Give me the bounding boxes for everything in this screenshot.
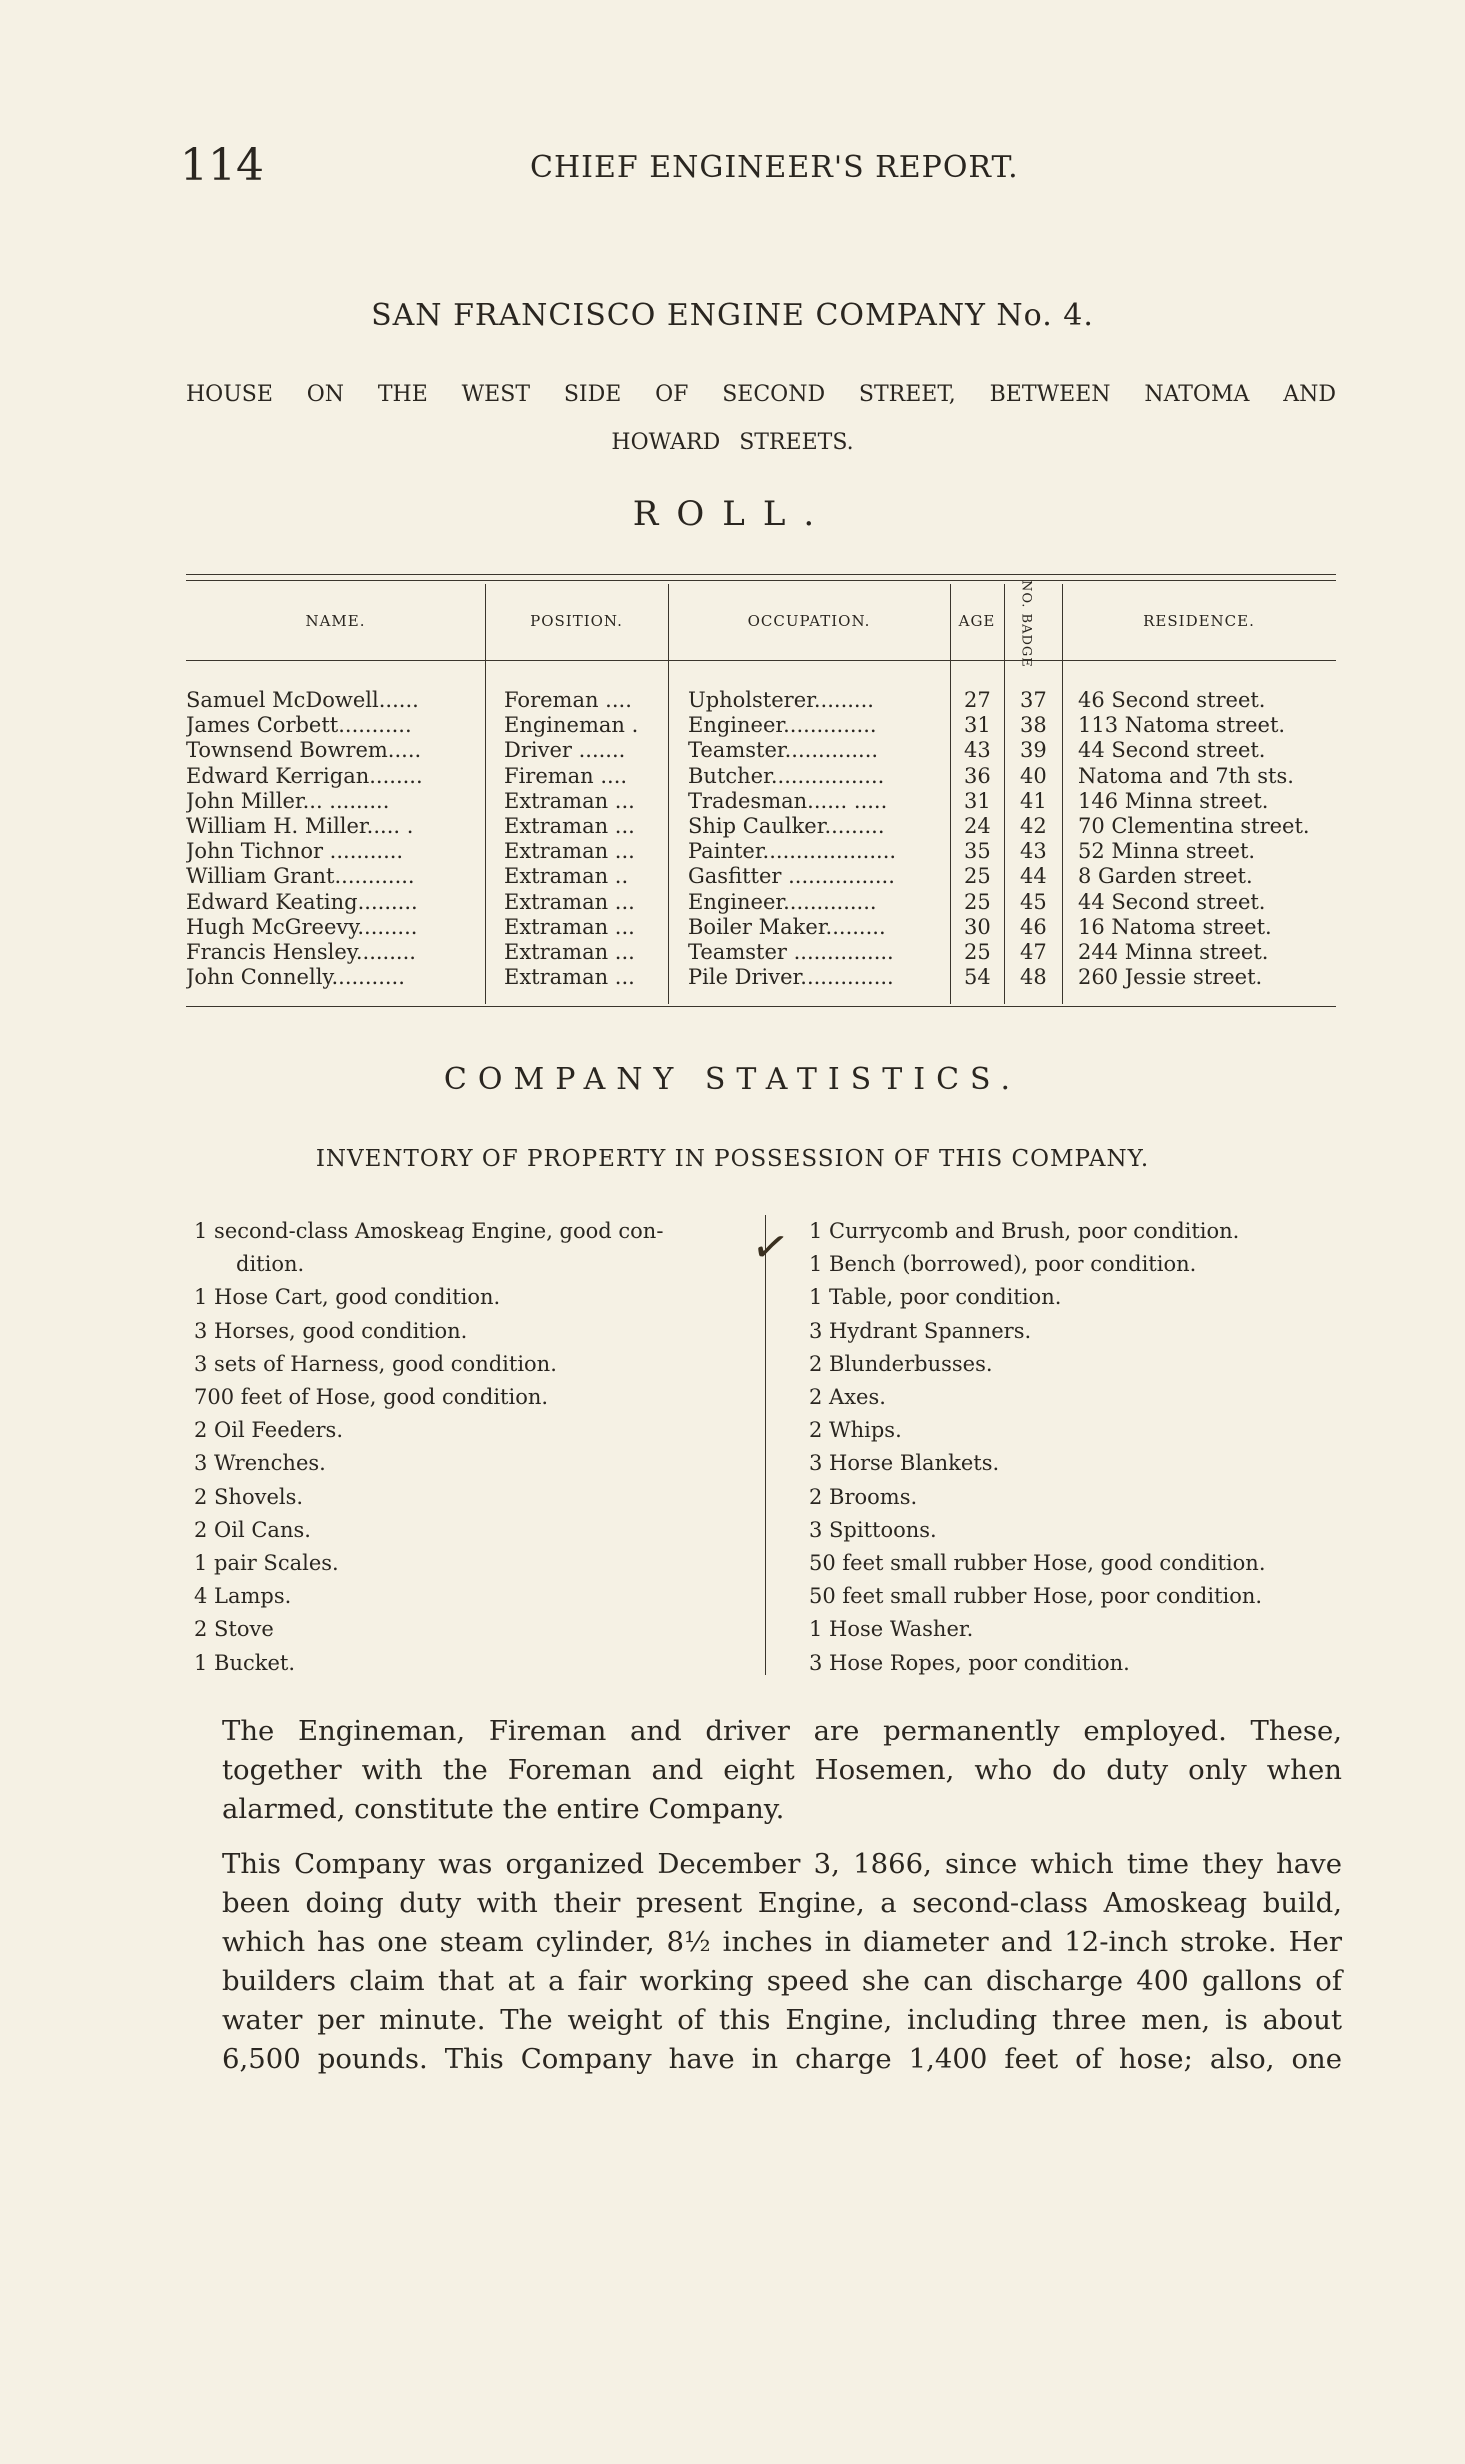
cell-occupation: Engineer..............	[688, 713, 877, 738]
cell-age: 35	[964, 839, 991, 864]
page-header	[180, 140, 1285, 190]
column-header-badge: NO. BADGE	[1018, 580, 1034, 668]
list-item: 1 pair Scales.	[194, 1551, 339, 1576]
inventory-right-column	[809, 1215, 1369, 1680]
list-item: 1 Currycomb and Brush, poor condition.	[809, 1219, 1240, 1243]
table-top-rule	[186, 574, 1336, 575]
inventory-divider	[765, 1215, 766, 1675]
cell-badge: 43	[1020, 839, 1047, 864]
list-item: 1 Hose Washer.	[809, 1617, 974, 1642]
cell-name: James Corbett...........	[186, 713, 412, 738]
paragraph-line: This Company was organized December 3, 1866, since which time they have	[222, 1848, 1342, 1880]
table-row	[186, 789, 1336, 814]
list-item: dition.	[236, 1252, 305, 1277]
list-item: 50 feet small rubber Hose, poor condition.	[809, 1584, 1263, 1609]
list-item: 2 Axes.	[809, 1385, 886, 1410]
cell-badge: 38	[1020, 713, 1047, 738]
cell-badge: 37	[1020, 688, 1047, 712]
roll-table	[186, 574, 1336, 1010]
cell-residence: 46 Second street.	[1078, 688, 1266, 712]
cell-residence: 260 Jessie street.	[1078, 965, 1263, 990]
list-item: 1 Hose Cart, good condition.	[194, 1285, 501, 1310]
cell-position: Extraman ...	[504, 839, 635, 864]
list-item: 700 feet of Hose, good condition.	[194, 1385, 549, 1410]
cell-residence: Natoma and 7th sts.	[1078, 763, 1294, 788]
statistics-heading: COMPANY STATISTICS.	[443, 1062, 1022, 1097]
table-row	[186, 890, 1336, 915]
paragraph-line: builders claim that at a fair working speed she can discharge 400 gallons of	[222, 1965, 1342, 1997]
paragraph-line: alarmed, constitute the entire Company.	[222, 1793, 785, 1825]
cell-occupation: Boiler Maker.........	[688, 914, 886, 939]
table-row	[186, 713, 1336, 738]
list-item: 1 Bench (borrowed), poor condition.	[809, 1252, 1197, 1277]
cell-residence: 8 Garden street.	[1078, 864, 1253, 889]
cell-badge: 46	[1020, 914, 1047, 939]
list-item: 2 Oil Feeders.	[194, 1418, 343, 1443]
paragraph-line: which has one steam cylinder, 8½ inches in diameter and 12-inch stroke. Her	[222, 1926, 1342, 1958]
cell-age: 25	[964, 864, 991, 889]
cell-position: Extraman ..	[504, 864, 629, 889]
pencil-check-mark: ✓	[747, 1219, 794, 1276]
list-item: 3 Spittoons.	[809, 1517, 937, 1542]
cell-residence: 44 Second street.	[1078, 738, 1266, 763]
cell-age: 25	[964, 939, 991, 964]
cell-age: 31	[964, 788, 991, 813]
cell-age: 24	[964, 813, 991, 838]
cell-age: 27	[964, 688, 991, 712]
list-item: 3 Horses, good condition.	[194, 1318, 468, 1343]
cell-age: 36	[964, 763, 991, 788]
inventory-left-column	[194, 1215, 734, 1680]
cell-badge: 41	[1020, 788, 1047, 813]
cell-occupation: Pile Driver..............	[688, 965, 894, 990]
cell-residence: 70 Clementina street.	[1078, 813, 1310, 838]
cell-name: Edward Kerrigan........	[186, 763, 423, 788]
cell-position: Engineman .	[504, 713, 639, 738]
cell-position: Driver .......	[504, 738, 626, 763]
list-item: 2 Whips.	[809, 1418, 902, 1443]
paragraph-line: been doing duty with their present Engine, a second-class Amoskeag build,	[222, 1887, 1342, 1919]
cell-name: Samuel McDowell......	[186, 688, 419, 712]
column-header-occupation: OCCUPATION.	[747, 612, 871, 630]
paragraph-line: water per minute. The weight of this Engine, including three men, is about	[222, 2004, 1342, 2036]
column-header-age: AGE	[958, 612, 996, 630]
cell-residence: 146 Minna street.	[1078, 788, 1269, 813]
cell-name: William H. Miller..... .	[186, 813, 414, 838]
list-item: 2 Shovels.	[194, 1484, 304, 1509]
cell-residence: 244 Minna street.	[1078, 939, 1269, 964]
cell-name: Hugh McGreevy.........	[186, 914, 418, 939]
cell-age: 31	[964, 713, 991, 738]
cell-name: John Connelly...........	[186, 965, 405, 990]
cell-badge: 39	[1020, 738, 1047, 763]
page-number: 114	[180, 140, 264, 191]
table-top-rule-2	[186, 580, 1336, 581]
cell-position: Extraman ...	[504, 788, 635, 813]
list-item: 4 Lamps.	[194, 1584, 292, 1609]
cell-residence: 113 Natoma street.	[1078, 713, 1286, 738]
table-row	[186, 839, 1336, 864]
cell-occupation: Painter....................	[688, 839, 897, 864]
cell-name: John Tichnor ...........	[186, 839, 404, 864]
cell-residence: 52 Minna street.	[1078, 839, 1256, 864]
cell-name: Edward Keating.........	[186, 889, 418, 914]
cell-occupation: Teamster..............	[688, 738, 879, 763]
company-title: SAN FRANCISCO ENGINE COMPANY No. 4.	[371, 298, 1094, 333]
cell-position: Extraman ...	[504, 939, 635, 964]
cell-occupation: Engineer..............	[688, 889, 877, 914]
list-item: 3 Hydrant Spanners.	[809, 1318, 1032, 1343]
cell-badge: 42	[1020, 813, 1047, 838]
inventory-heading: INVENTORY OF PROPERTY IN POSSESSION OF THIS COMPANY.	[315, 1146, 1150, 1172]
paragraph-line: 6,500 pounds. This Company have in charge 1,400 feet of hose; also, one	[222, 2043, 1342, 2075]
paragraph-line: together with the Foreman and eight Hosemen, who do duty only when	[222, 1754, 1342, 1786]
table-bottom-rule	[186, 1006, 1336, 1007]
list-item: 1 Table, poor condition.	[809, 1285, 1062, 1310]
list-item: 2 Brooms.	[809, 1484, 918, 1509]
list-item: 3 sets of Harness, good condition.	[194, 1351, 557, 1376]
cell-age: 54	[964, 965, 991, 990]
cell-occupation: Upholsterer.........	[688, 688, 874, 712]
cell-badge: 45	[1020, 889, 1047, 914]
column-header-residence: RESIDENCE.	[1143, 612, 1255, 630]
cell-age: 30	[964, 914, 991, 939]
table-row	[186, 940, 1336, 965]
list-item: 50 feet small rubber Hose, good condition.	[809, 1551, 1266, 1576]
paragraph-line: The Engineman, Fireman and driver are permanently employed. These,	[222, 1715, 1342, 1747]
house-location-line2: HOWARD STREETS.	[611, 430, 854, 455]
table-row	[186, 965, 1336, 990]
roll-rows	[186, 688, 1336, 990]
list-item: 2 Oil Cans.	[194, 1517, 311, 1542]
cell-occupation: Ship Caulker.........	[688, 813, 885, 838]
cell-position: Extraman ...	[504, 813, 635, 838]
column-header-position: POSITION.	[530, 612, 623, 630]
cell-occupation: Tradesman...... .....	[688, 788, 888, 813]
cell-residence: 16 Natoma street.	[1078, 914, 1272, 939]
cell-badge: 40	[1020, 763, 1047, 788]
list-item: 1 second-class Amoskeag Engine, good con-	[194, 1219, 664, 1243]
cell-residence: 44 Second street.	[1078, 889, 1266, 914]
list-item: 3 Horse Blankets.	[809, 1451, 1000, 1476]
cell-name: William Grant............	[186, 864, 415, 889]
cell-position: Foreman ....	[504, 688, 632, 712]
table-row	[186, 915, 1336, 940]
running-title: CHIEF ENGINEER'S REPORT.	[530, 150, 1019, 185]
cell-name: John Miller... .........	[186, 788, 390, 813]
table-header-rule	[186, 660, 1336, 661]
table-row	[186, 864, 1336, 889]
house-location-line1: HOUSE ON THE WEST SIDE OF SECOND STREET, BETWEEN NATOMA AND	[186, 382, 1336, 407]
list-item: 2 Blunderbusses.	[809, 1351, 993, 1376]
cell-position: Extraman ...	[504, 914, 635, 939]
cell-age: 43	[964, 738, 991, 763]
cell-occupation: Teamster ...............	[688, 939, 894, 964]
cell-age: 25	[964, 889, 991, 914]
cell-occupation: Butcher.................	[688, 763, 885, 788]
cell-position: Fireman ....	[504, 763, 628, 788]
cell-badge: 44	[1020, 864, 1047, 889]
cell-name: Townsend Bowrem.....	[186, 738, 422, 763]
table-row	[186, 738, 1336, 763]
list-item: 2 Stove	[194, 1617, 274, 1642]
cell-badge: 47	[1020, 939, 1047, 964]
table-row	[186, 764, 1336, 789]
roll-heading: ROLL.	[632, 494, 833, 534]
cell-position: Extraman ...	[504, 889, 635, 914]
cell-badge: 48	[1020, 965, 1047, 990]
cell-name: Francis Hensley.........	[186, 939, 416, 964]
table-row	[186, 688, 1336, 713]
table-row	[186, 814, 1336, 839]
list-item: 3 Wrenches.	[194, 1451, 326, 1476]
cell-position: Extraman ...	[504, 965, 635, 990]
cell-occupation: Gasfitter ................	[688, 864, 895, 889]
column-header-name: NAME.	[305, 612, 366, 630]
list-item: 1 Bucket.	[194, 1650, 296, 1675]
list-item: 3 Hose Ropes, poor condition.	[809, 1650, 1130, 1675]
